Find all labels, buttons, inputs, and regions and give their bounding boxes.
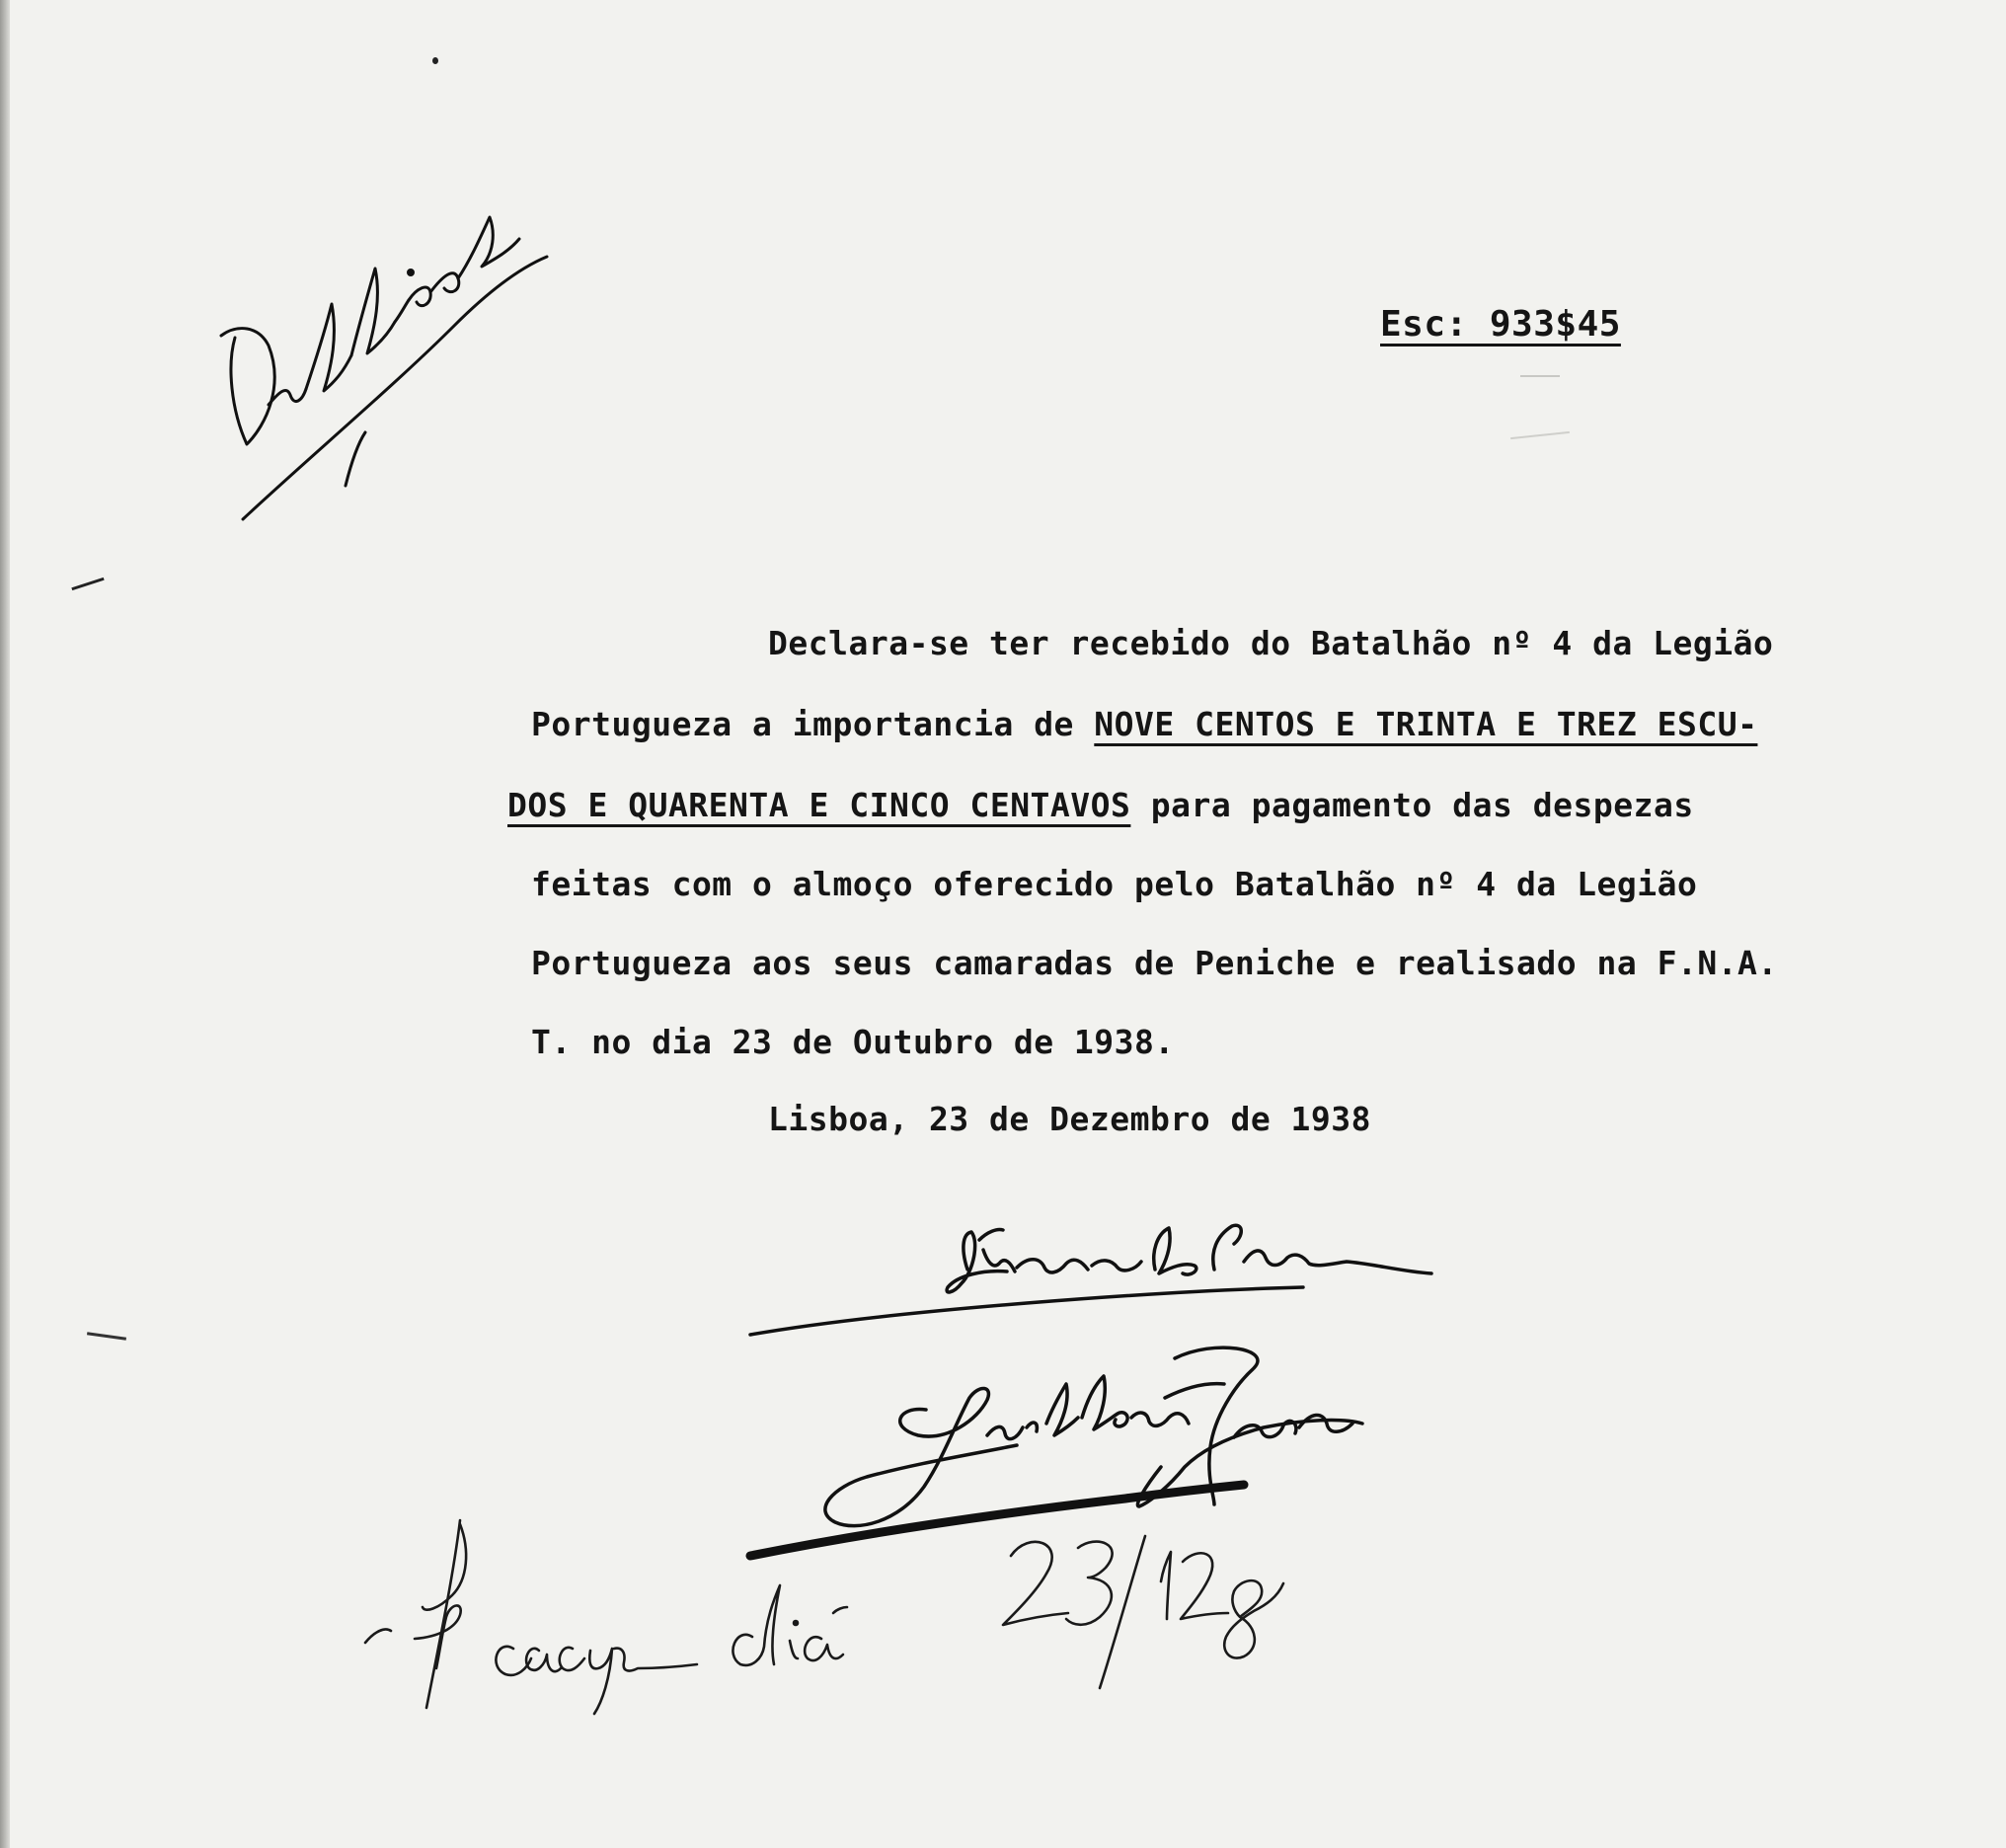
body-line-3-text: para pagamento das despezas (1130, 786, 1694, 824)
place-date: Lisboa, 23 de Dezembro de 1938 (768, 1100, 1372, 1138)
body-line-3 (507, 786, 1694, 824)
amount-in-words-part-2: DOS E QUARENTA E CINCO CENTAVOS (507, 786, 1131, 824)
bleed-through-mark (1510, 431, 1570, 439)
amount-in-words-part-1: NOVE CENTOS E TRINTA E TREZ ESCU- (1094, 705, 1758, 743)
bleed-through-mark (1520, 375, 1560, 377)
payment-note (365, 1520, 1313, 1718)
amount-header: Esc: 933$45 (1380, 304, 1621, 345)
page-edge (0, 0, 10, 1848)
body-line-2 (531, 705, 1757, 743)
body-line-2-text: Portugueza a importancia de (531, 705, 1095, 743)
body-line-1: Declara-se ter recebido do Batalhão nº 4 da Legião (768, 624, 1774, 662)
body-line-5: Portugueza aos seus camaradas de Peniche e realisado na F.N.A. (531, 944, 1778, 982)
ink-speck (87, 1332, 126, 1341)
margin-note-duplicado (207, 197, 563, 513)
body-line-4: feitas com o almoço oferecido pelo Batalhão nº 4 da Legião (531, 865, 1698, 903)
body-line-6: T. no dia 23 de Outubro de 1938. (531, 1023, 1175, 1061)
ink-speck (71, 578, 104, 590)
ink-speck (432, 57, 438, 64)
